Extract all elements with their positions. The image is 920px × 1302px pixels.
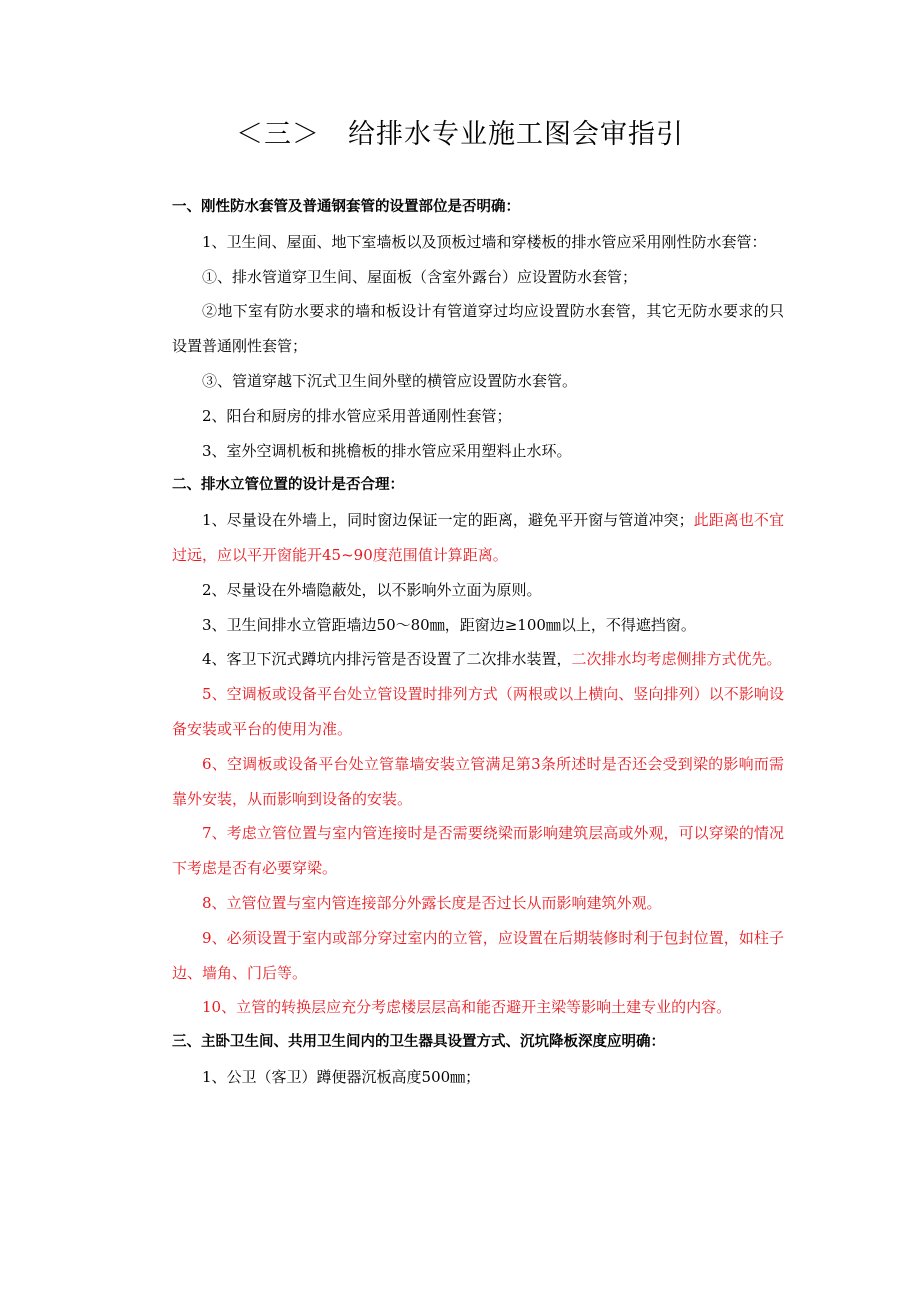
paragraph <box>172 642 784 677</box>
highlighted-paragraph: 5、空调板或设备平台处立管设置时排列方式（两根或以上横向、竖向排列）以不影响设备安装或平台的使用为准。 <box>172 685 784 738</box>
paragraph: 2、尽量设在外墙隐蔽处，以不影响外立面为原则。 <box>202 580 542 599</box>
paragraph: 3、室外空调机板和挑檐板的排水管应采用塑料止水环。 <box>202 441 572 460</box>
highlighted-paragraph: 7、考虑立管位置与室内管连接时是否需要绕梁而影响建筑层高或外观，可以穿梁的情况下考虑是否有必要穿梁。 <box>172 824 784 878</box>
paragraph-text: 4、客卫下沉式蹲坑内排污管是否设置了二次排水装置， <box>202 650 572 669</box>
section-1-heading: 一、刚性防水套管及普通钢套管的设置部位是否明确： <box>172 199 520 215</box>
highlighted-paragraph: 8、立管位置与室内管连接部分外露长度是否过长从而影响建筑外观。 <box>202 893 662 912</box>
highlighted-text: 二次排水均考虑侧排方式优先。 <box>571 650 782 669</box>
highlighted-paragraph: 9、必须设置于室内或部分穿过室内的立管，应设置在后期装修时利于包封位置，如柱子边、墙角、门后等。 <box>172 928 784 982</box>
section-2-heading: 二、排水立管位置的设计是否合理： <box>172 477 404 494</box>
paragraph-text: 1、尽量设在外墙上，同时窗边保证一定的距离，避免平开窗与管道冲突； <box>202 511 694 530</box>
paragraph: ③、管道穿越下沉式卫生间外壁的横管应设置防水套管。 <box>202 371 578 390</box>
document-body <box>172 190 784 1095</box>
highlighted-text: 此距离也不宜过远，应以平开窗能开45~90度范围值计算距离。 <box>172 511 784 564</box>
section-3-heading: 三、主卧卫生间、共用卫生间内的卫生器具设置方式、沉坑降板深度应明确： <box>172 1034 665 1051</box>
paragraph: ②地下室有防水要求的墙和板设计有管道穿过均应设置防水套管，其它无防水要求的只设置普通刚性套管； <box>172 302 784 356</box>
paragraph: ①、排水管道穿卫生间、屋面板（含室外露台）应设置防水套管； <box>202 267 638 286</box>
highlighted-paragraph: 6、空调板或设备平台处立管靠墙安装立管满足第3条所述时是否还会受到梁的影响而需靠外安装，从而影响到设备的安装。 <box>172 754 784 808</box>
paragraph: 1、公卫（客卫）蹲便器沉板高度500㎜； <box>202 1067 481 1086</box>
page-title: ＜三＞ 给排水专业施工图会审指引 <box>236 119 684 150</box>
paragraph <box>172 503 784 573</box>
highlighted-paragraph: 10、立管的转换层应充分考虑楼层层高和能否避开主梁等影响土建专业的内容。 <box>202 998 732 1017</box>
paragraph: 3、卫生间排水立管距墙边50～80㎜，距窗边≥100㎜以上，不得遮挡窗。 <box>202 615 696 634</box>
paragraph: 2、阳台和厨房的排水管应采用普通刚性套管； <box>202 406 512 425</box>
paragraph: 1、卫生间、屋面、地下室墙板以及顶板过墙和穿楼板的排水管应采用刚性防水套管： <box>202 232 767 251</box>
